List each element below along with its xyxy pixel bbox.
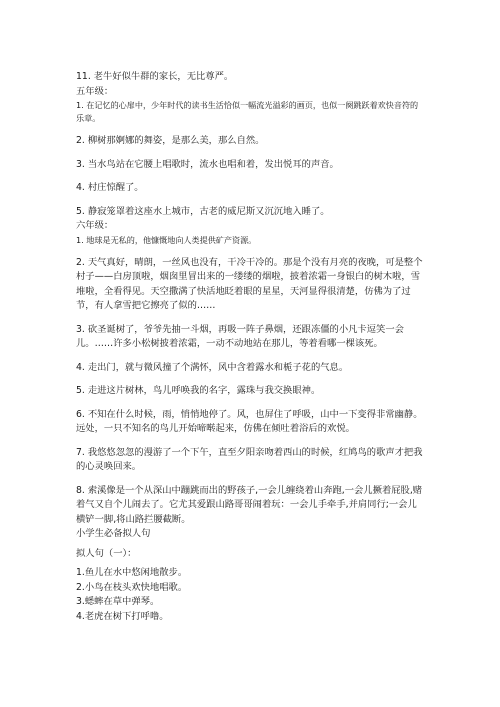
grade5-heading: 五年级： — [76, 85, 114, 97]
personification-1: 1.鱼儿在水中悠闲地散步。 — [76, 567, 188, 578]
personification-2: 2.小鸟在枝头欢快地唱歌。 — [76, 581, 188, 593]
grade5-sentence-3: 3. 当水鸟站在它腰上唱歌时，流水也唱和着，发出悦耳的声音。 — [76, 158, 339, 170]
grade6-sentence-8: 8. 索溪像是一个从深山中蹦跳而出的野孩子,一会儿缠绕着山奔跑,一会儿撅着屁股,赌着气又自个儿闹去了。它尤其爱跟山路哥哥闹着玩：一会儿手牵手,并肩同行;一会儿横铲一脚,将山路拦腰截断。 — [76, 484, 423, 525]
grade5-sentence-2: 2. 柳树那婀娜的舞姿，是那么美，那么自然。 — [76, 135, 265, 146]
section-title: 小学生必备拟人句 — [76, 528, 151, 539]
personification-3: 3.蟋蟀在草中弹琴。 — [76, 596, 160, 607]
subsection-title: 拟人句（一）： — [76, 547, 137, 559]
grade6-sentence-5: 5. 走进这片树林，鸟儿呼唤我的名字，露珠与我交换眼神。 — [76, 385, 321, 396]
grade6-heading: 六年级： — [76, 220, 114, 231]
grade6-sentence-6: 6. 不知在什么时候，雨，悄悄地停了。风，也屏住了呼吸，山中一下变得非常幽静。远处，一只不知名的鸟儿开始啼啭起来，仿佛在倾吐着浴后的欢悦。 — [76, 408, 423, 434]
grade6-sentence-1: 1. 地球是无私的，他慷慨地向人类提供矿产资源。 — [76, 234, 257, 245]
document-body — [76, 70, 426, 624]
grade6-sentence-7: 7. 我悠悠忽忽的漫游了一个下午，直至夕阳亲吻着西山的时候，红鸠鸟的歌声才把我的心灵唤回来。 — [76, 446, 423, 472]
grade5-sentence-5: 5. 静寂笼罩着这座水上城市，古老的威尼斯又沉沉地入睡了。 — [76, 205, 330, 217]
grade5-sentence-4: 4. 村庄惊醒了。 — [76, 182, 144, 193]
personification-4: 4.老虎在树下打呼噜。 — [76, 610, 169, 622]
grade6-sentence-4: 4. 走出门，就与微风撞了个满怀，风中含着露水和栀子花的气息。 — [76, 361, 349, 373]
grade6-sentence-3: 3. 砍圣诞树了，爷爷先抽一斗烟，再吸一阵子鼻烟，还跟冻僵的小凡卡逗笑一会儿。……许多小松树披着浓霜，一动不动地站在那儿，等着看哪一棵该死。 — [76, 323, 404, 349]
grade6-sentence-2: 2. 天气真好，晴朗，一丝风也没有，干冷干冷的。那是个没有月亮的夜晚，可是整个村子——白房顶啦，烟囱里冒出来的一缕缕的烟啦，披着浓霜一身银白的树木啦，雪堆啦，全看得见。天空撒满了快活地眨着眼的星星，天河显得很清楚，仿佛为了过节，有人拿雪把它擦亮了似的…… — [76, 256, 423, 311]
grade5-sentence-1: 1. 在记忆的心扉中，少年时代的读书生活恰似一幅流光溢彩的画页，也似一阕跳跃着欢快音符的乐章。 — [76, 100, 419, 123]
sentence-11: 11. 老牛好似牛群的家长，无比尊严。 — [76, 71, 234, 82]
